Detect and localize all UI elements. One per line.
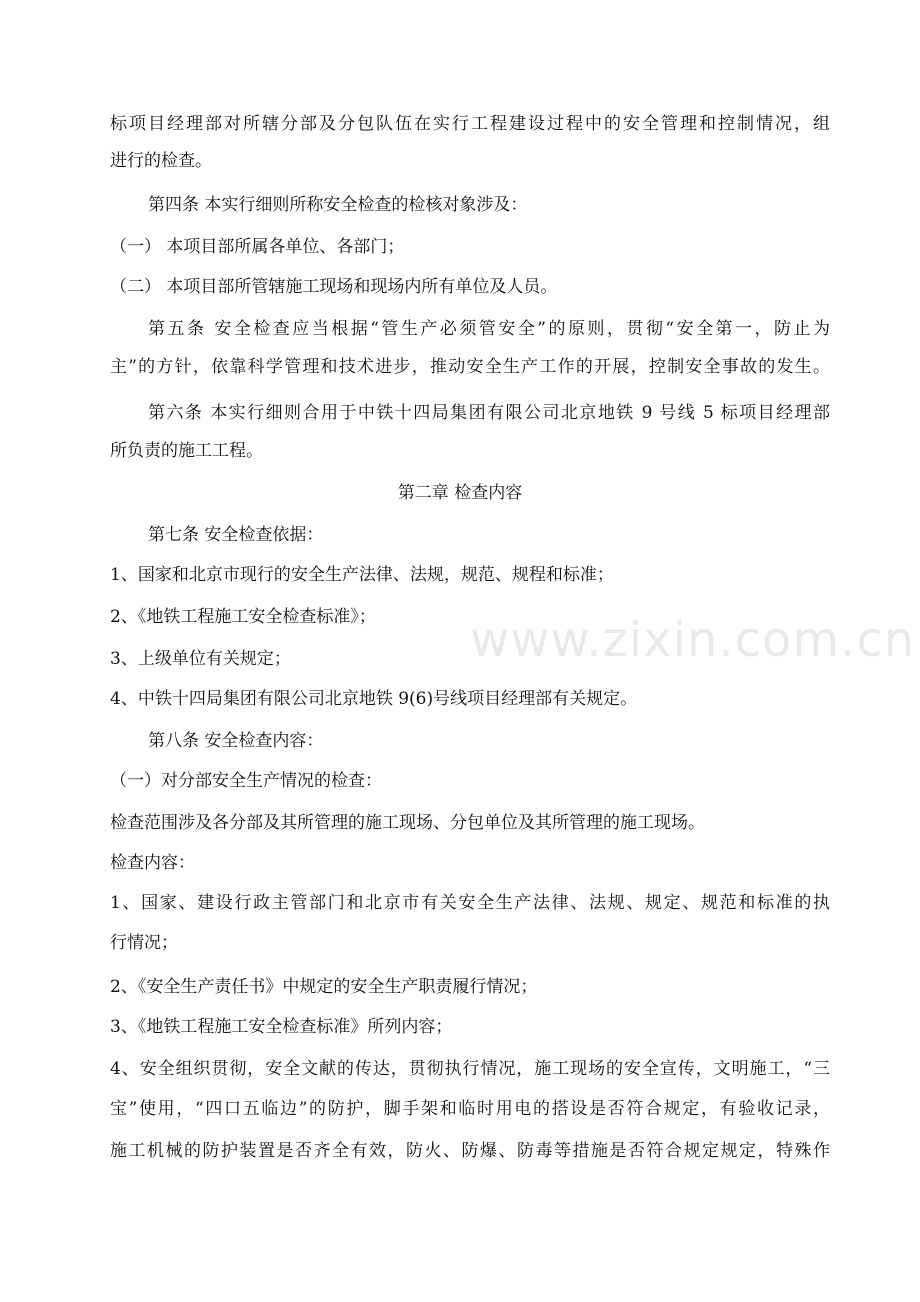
list-item: （二） 本项目部所管辖施工现场和现场内所有单位及人员。 xyxy=(110,277,558,297)
list-item: 2、《安全生产责任书》中规定的安全生产职责履行情况； xyxy=(110,977,538,997)
list-item: 1、国家、建设行政主管部门和北京市有关安全生产法律、法规、规定、规范和标准的执 xyxy=(110,893,830,913)
article-4-heading: 第四条 本实行细则所称安全检查的检核对象涉及： xyxy=(148,195,528,215)
section-heading: （一）对分部安全生产情况的检查： xyxy=(110,771,382,791)
list-item: 2、《地铁工程施工安全检查标准》； xyxy=(110,607,376,627)
list-item: 1、国家和北京市现行的安全生产法律、法规，规范、规程和标准； xyxy=(110,565,614,585)
list-item: 4、安全组织贯彻，安全文献的传达，贯彻执行情况，施工现场的安全宣传，文明施工，“三 xyxy=(110,1059,830,1079)
paragraph-line: 标项目经理部对所辖分部及分包队伍在实行工程建设过程中的安全管理和控制情况，组 xyxy=(110,114,830,134)
chapter-heading: 第二章 检查内容 xyxy=(397,483,523,503)
paragraph-line: 宝”使用，“四口五临边”的防护，脚手架和临时用电的搭设是否符合规定，有验收记录， xyxy=(110,1099,830,1119)
paragraph-line: 所负责的施工工程。 xyxy=(110,441,263,461)
list-item: 4、中铁十四局集团有限公司北京地铁 9(6)号线项目经理部有关规定。 xyxy=(110,689,638,709)
paragraph-line: 主”的方针，依靠科学管理和技术进步，推动安全生产工作的开展，控制安全事故的发生。 xyxy=(110,357,830,377)
paragraph-line: 进行的检查。 xyxy=(110,151,212,171)
paragraph-line: 行情况； xyxy=(110,933,178,953)
paragraph-line: 检查范围涉及各分部及其所管理的施工现场、分包单位及其所管理的施工现场。 xyxy=(110,813,705,833)
article-5-line: 第五条 安全检查应当根据“管生产必须管安全”的原则，贯彻“安全第一，防止为 xyxy=(148,319,830,339)
article-6-line: 第六条 本实行细则合用于中铁十四局集团有限公司北京地铁 9 号线 5 标项目经理部 xyxy=(148,403,830,423)
paragraph-line: 检查内容： xyxy=(110,853,195,873)
list-item: （一） 本项目部所属各单位、各部门； xyxy=(110,237,405,257)
article-7-heading: 第七条 安全检查依据： xyxy=(148,525,324,545)
paragraph-line: 施工机械的防护装置是否齐全有效，防火、防爆、防毒等措施是否符合规定规定，特殊作 xyxy=(110,1141,830,1161)
article-8-heading: 第八条 安全检查内容： xyxy=(148,731,324,751)
list-item: 3、《地铁工程施工安全检查标准》所列内容； xyxy=(110,1017,453,1037)
list-item: 3、上级单位有关规定； xyxy=(110,649,291,669)
watermark: www.zixin.com.cn xyxy=(470,612,916,668)
